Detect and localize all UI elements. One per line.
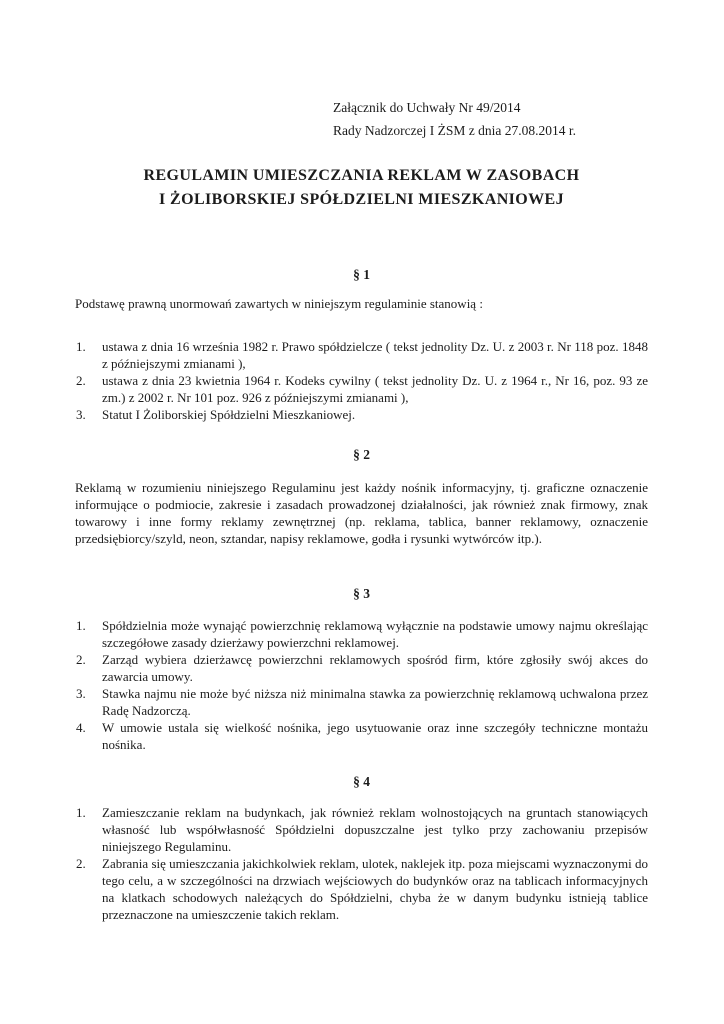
list-item-number: 2. [76,652,86,667]
list-item-number: 2. [76,373,86,388]
document-title-line-2: I ŻOLIBORSKIEJ SPÓŁDZIELNI MIESZKANIOWEJ [159,191,564,208]
section-1-intro: Podstawę prawną unormowań zawartych w niniejszym regulaminie stanowią : [75,296,483,311]
list-item-text: Statut I Żoliborskiej Spółdzielni Mieszkaniowej. [102,407,356,422]
list-item [75,406,648,423]
list-item [75,372,648,406]
list-item [75,685,648,719]
section-3-heading: § 3 [353,586,370,601]
list-item [75,804,648,855]
list-item-text: ustawa z dnia 23 kwietnia 1964 r. Kodeks cywilny ( tekst jednolity Dz. U. z 1964 r., Nr 16, poz. 93 ze zm.) z 2002 r. Nr 101 poz. 926 z późniejszymi zmianami ), [102,373,648,405]
list-item-text: ustawa z dnia 16 września 1982 r. Prawo spółdzielcze ( tekst jednolity Dz. U. z 2003 r. Nr 118 poz. 1848 z późniejszymi zmianami ), [102,339,648,371]
list-item-number: 1. [76,618,86,633]
list-item [75,855,648,923]
list-item-number: 3. [76,686,86,701]
list-item-text: Zamieszczanie reklam na budynkach, jak również reklam wolnostojących na gruntach stanowiących własność lub współwłasność Spółdzielni dopuszczalne jest tylko przy zachowaniu przepisów niniejszego Regulaminu. [102,805,648,854]
section-2-heading: § 2 [353,447,370,462]
list-item [75,651,648,685]
document-title [75,164,648,212]
list-item [75,719,648,753]
list-item-number: 2. [76,856,86,871]
attachment-note [333,96,648,142]
section-1-list [75,338,648,423]
section-2-paragraph: Reklamą w rozumieniu niniejszego Regulaminu jest każdy nośnik informacyjny, tj. graficzne oznaczenie informujące o podmiocie, zakresie i zasadach prowadzonej działalności, jak również znak firmowy, znak towarowy i inne formy reklamy zewnętrznej (np. reklama, tablica, banner reklamowy, oznaczenie przedsiębiorcy/szyld, neon, sztandar, napisy reklamowe, godła i rysunki wytwórców itp.). [75,480,648,546]
section-1-heading: § 1 [353,267,370,282]
list-item-number: 4. [76,720,86,735]
list-item-text: Zabrania się umieszczania jakichkolwiek reklam, ulotek, naklejek itp. poza miejscami wyznaczonymi do tego celu, a w szczególności na drzwiach wejściowych do budynków oraz na tablicach informacyjnych na klatkach schodowych należących do Spółdzielni, chyba że w danym budynku istnieją tablice przeznaczone na umieszczenie takich reklam. [102,856,648,922]
list-item-text: Spółdzielnia może wynająć powierzchnię reklamową wyłącznie na podstawie umowy najmu określając szczegółowe zasady dzierżawy powierzchni reklamowej. [102,618,648,650]
section-3-list [75,617,648,753]
list-item [75,338,648,372]
list-item-number: 1. [76,805,86,820]
list-item-text: Zarząd wybiera dzierżawcę powierzchni reklamowych spośród firm, które zgłosiły swój akces do zawarcia umowy. [102,652,648,684]
document-title-line-1: REGULAMIN UMIESZCZANIA REKLAM W ZASOBACH [143,167,580,184]
attachment-note-line-2: Rady Nadzorczej I ŻSM z dnia 27.08.2014 r. [333,123,576,138]
list-item-text: Stawka najmu nie może być niższa niż minimalna stawka za powierzchnię reklamową uchwalona przez Radę Nadzorczą. [102,686,648,718]
list-item-number: 3. [76,407,86,422]
section-4-heading: § 4 [353,774,370,789]
attachment-note-line-1: Załącznik do Uchwały Nr 49/2014 [333,100,521,115]
list-item-number: 1. [76,339,86,354]
list-item-text: W umowie ustala się wielkość nośnika, jego usytuowanie oraz inne szczegóły techniczne montażu nośnika. [102,720,648,752]
list-item [75,617,648,651]
section-4-list [75,804,648,923]
